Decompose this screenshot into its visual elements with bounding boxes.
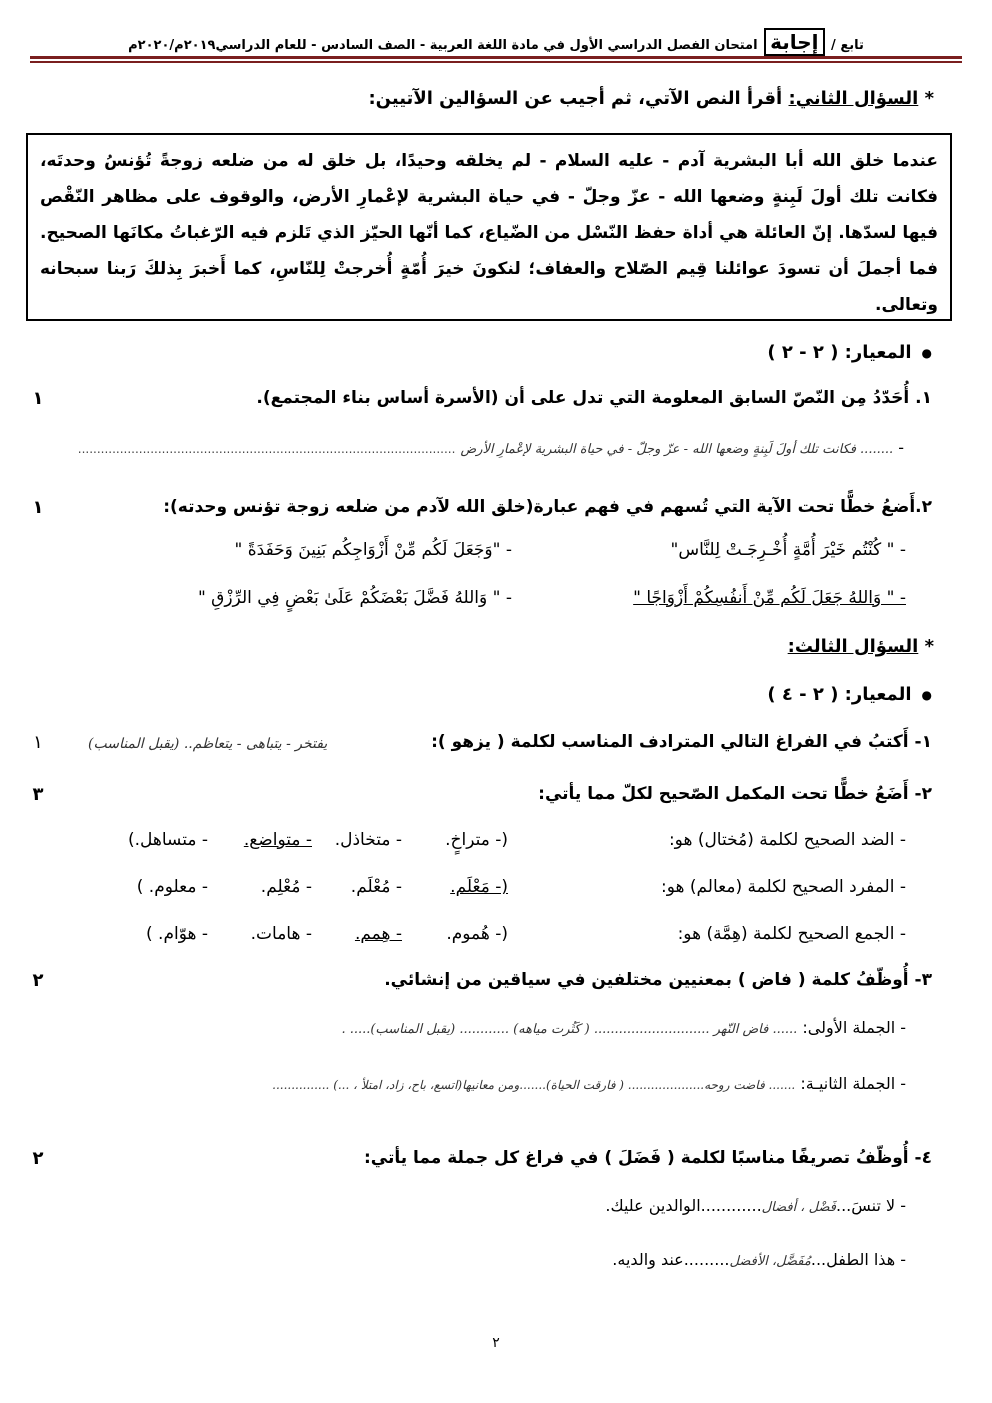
q3-row-3-option-3: - هامات. — [250, 924, 312, 944]
fill-sentence-2-answer: مُفَضَّل، الأفضل — [729, 1254, 811, 1269]
question-2-title: السؤال الثاني: — [788, 88, 919, 109]
verse-option-2: - "وَجَعَلَ لَكُم مِّنْ أَزْوَاجِكُم بَنِينَ وَحَفَدَةً " — [234, 540, 512, 560]
q3-row-1-option-1: (- متراخٍ. — [445, 830, 508, 850]
q3-row-3-prompt: - الجمع الصحيح لكلمة (هِمَّة) هو: — [677, 924, 906, 944]
dash: - — [898, 438, 904, 457]
q3-row-3-option-4: - هوّام. ) — [146, 924, 208, 944]
q2-item-2: ٢.أَضعُ خطًّا تحت الآية التي تُسهم في فهم عبارة(خلق الله لآدم من ضلعه زوجة تؤنس وحدته): — [163, 497, 932, 517]
q3-item-4-mark: ٢ — [32, 1148, 44, 1169]
q3-item-2-mark: ٣ — [32, 784, 44, 805]
q3-row-3-option-2-correct: - هِمم. — [354, 924, 402, 944]
question-2-instruction: أقرأ النص الآتي، ثم أجيب عن السؤالين الآتيين: — [368, 88, 783, 109]
q2-item-1-mark: ١ — [32, 388, 44, 409]
fill-sentence-1-answer: فَضْل ، أفضال — [761, 1200, 836, 1215]
q3-item-1-mark: ١ — [33, 732, 43, 753]
q3-row-2-option-2: - مُعْلَم. — [350, 877, 402, 897]
reading-passage: عندما خلق الله أبا البشرية آدم - عليه السلام - لم يخلقه وحيدًا، بل خلق له من ضلعه زوجةً تُؤنسُ وحدتَه، فكانت تلك أولَ لَبِنةٍ وضعها الله - عزّ وجلّ - في حياة البشرية لإعْمارِ الأرض، والوقوف على مظاهر النّقْص فيها لسدّها. إنّ العائلة هي أداة حفظ النّسْل من الضّياع، كما أنّها الحيّز الذي تَلزم فيه الرّغباتُ مكانَها الصحيح. فما أجملَ أن تسودَ عوائلنا قِيم الصّلاح والعفاف؛ لنكونَ خيرَ أُمّةٍ أُخرجتْ لِلنّاسِ، كما أَخبرَ بِذلكَ رَبنا سبحانه وتعالى. — [26, 133, 952, 321]
fill-sentence-1 — [605, 1196, 906, 1215]
q3-row-1-option-4: - متساهل.) — [128, 830, 208, 850]
answer-dots: ................................................................................................... — [77, 442, 456, 456]
q3-row-3-option-1: (- هُموم. — [446, 924, 508, 944]
answer-badge: إجابة — [764, 28, 824, 56]
star-marker: * — [924, 636, 934, 657]
sentence-2-label: - الجملة الثانيـة: — [800, 1074, 906, 1093]
fill-sentence-2-start: - هذا الطفل... — [810, 1250, 906, 1269]
q3-row-2-option-4: - معلوم. ) — [136, 877, 208, 897]
q3-item-4: ٤- أُوظّفُ تصريفًا مناسبًا لكلمة ( فَضَلَ ) في فراغ كل جملة مما يأتي: — [363, 1148, 932, 1168]
sentence-1-line — [341, 1018, 906, 1037]
q3-row-2-option-1-correct: (- مَعْلَم. — [450, 877, 508, 897]
fill-sentence-2-end: .........عند والديه. — [612, 1250, 730, 1269]
q3-row-1-option-3-correct: - متواضع. — [243, 830, 312, 850]
verse-option-3-correct: - " وَاللهُ جَعَلَ لَكُم مِّنْ أَنفُسِكُمْ أَزْوَاجًا " — [633, 588, 906, 608]
q3-row-1-prompt: - الضد الصحيح لكلمة (مُختال) هو: — [668, 830, 906, 850]
sentence-1-label: - الجملة الأولى: — [802, 1018, 906, 1037]
question-2-heading — [368, 88, 934, 109]
criterion-q2: ● المعيار: ( ٢ - ٢ ) — [767, 342, 932, 363]
q2-item-1-answer-line — [78, 438, 904, 457]
q3-row-2-option-3: - مُعْلِم. — [260, 877, 312, 897]
q3-item-3: ٣- أُوظّفُ كلمة ( فاض ) بمعنيين مختلفين في سياقين من إنشائي. — [384, 970, 932, 990]
header-rule-top — [30, 56, 962, 59]
header-title: امتحان الفصل الدراسي الأول في مادة اللغة العربية - الصف السادس - للعام الدراسي٢٠١٩م/٢٠٢٠م — [128, 38, 758, 53]
q3-item-2: ٢- أَضَعُ خطًّا تحت المكمل الصّحيح لكلّ مما يأتي: — [538, 784, 932, 804]
q3-row-1-option-2: - متخاذل. — [334, 830, 402, 850]
fill-sentence-1-start: - لا تنسَ... — [835, 1196, 906, 1215]
header-rule-bottom — [30, 61, 962, 63]
q2-item-1-answer: ........ فكانت تلك أولَ لَبِنةٍ وضعها الله - عزّ وجلّ - في حياة البشرية لإعْمارِ الأرض — [460, 442, 894, 457]
verse-option-4: - " وَاللهُ فَضَّلَ بَعْضَكُمْ عَلَىٰ بَعْضٍ فِي الرِّزْقِ " — [197, 588, 512, 608]
header-prefix: تابع / — [831, 38, 864, 53]
star-marker: * — [924, 88, 934, 109]
sentence-1-answer: ...... فاض النّهر ............................ ( كَثُرت مياهه) ............ (يقبل المناسب)..... . — [341, 1022, 798, 1037]
q3-item-3-mark: ٢ — [32, 970, 44, 991]
fill-sentence-2 — [612, 1250, 906, 1269]
sentence-2-line — [272, 1074, 906, 1093]
fill-sentence-1-end: ............الوالدين عليك. — [605, 1196, 762, 1215]
verse-option-1: - " كُنْتُم خَيْرَ أُمَّةٍ أُخْـرِجَـتْ لِلنَّاس" — [670, 540, 906, 560]
q2-item-1: ١. أُحَدّدُ مِن النّصّ السابق المعلومة التي تدل على أن (الأسرة أساس بناء المجتمع). — [256, 388, 932, 408]
sentence-2-answer: ....... فاضت روحه.................... ( فارقت الحياة).......ومن معانيها(اتسع، باح، زاد، امتلأ ، ...) ............... — [272, 1078, 796, 1092]
page-header — [30, 30, 962, 54]
question-3-title: السؤال الثالث: — [787, 636, 919, 657]
q3-row-2-prompt: - المفرد الصحيح لكلمة (معالم) هو: — [660, 877, 906, 897]
criterion-q3: ● المعيار: ( ٢ - ٤ ) — [767, 684, 932, 705]
q3-item-1: ١- أَكتبُ في الفراغ التالي المترادف المناسب لكلمة ( يزهو ): — [431, 732, 932, 752]
question-3-heading — [788, 636, 934, 657]
page-number: ٢ — [492, 1335, 500, 1351]
q2-item-2-mark: ١ — [32, 497, 44, 518]
q3-item-1-answer: يفتخر - يتباهى - يتعاظم.. (يقبل المناسب) — [88, 736, 328, 752]
